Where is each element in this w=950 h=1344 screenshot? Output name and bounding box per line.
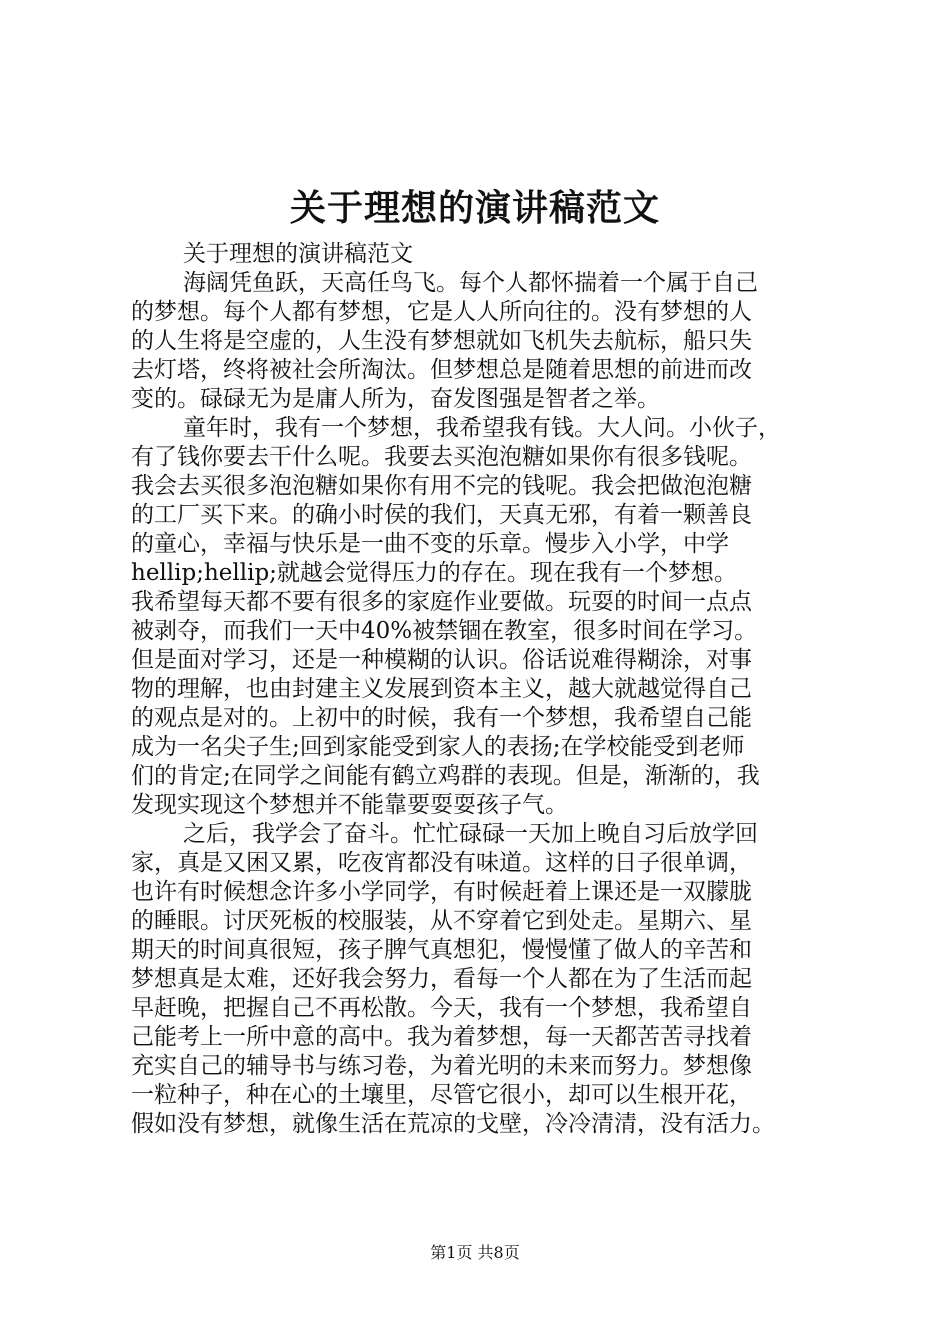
paragraph-2-line: 的工厂买下来。的确小时侯的我们，天真无邪，有着一颗善良 (131, 502, 752, 528)
paragraph-3-line: 也许有时候想念许多小学同学，有时候赶着上课还是一双朦胧 (131, 879, 752, 905)
paragraph-2-line: 我希望每天都不要有很多的家庭作业要做。玩耍的时间一点点 (131, 589, 752, 615)
paragraph-3-line: 的睡眼。讨厌死板的校服装，从不穿着它到处走。星期六、星 (131, 908, 752, 934)
paragraph-1-line: 海阔凭鱼跃，天高任鸟飞。每个人都怀揣着一个属于自己 (183, 270, 758, 296)
paragraph-2-line: 们的肯定;在同学之间能有鹤立鸡群的表现。但是，渐渐的，我 (131, 763, 760, 789)
paragraph-3-line: 家，真是又困又累，吃夜宵都没有味道。这样的日子很单调， (131, 850, 752, 876)
paragraph-2-line: 的童心，幸福与快乐是一曲不变的乐章。慢步入小学，中学 (131, 531, 729, 557)
paragraph-1-line: 去灯塔，终将被社会所淘汰。但梦想总是随着思想的前进而改 (131, 357, 752, 383)
page-number-footer: 第1页 共8页 (430, 1243, 520, 1262)
paragraph-1-line: 的梦想。每个人都有梦想，它是人人所向往的。没有梦想的人 (131, 299, 752, 325)
paragraph-3-line: 己能考上一所中意的高中。我为着梦想，每一天都苦苦寻找着 (131, 1024, 752, 1050)
paragraph-2-line: 被剥夺，而我们一天中40%被禁锢在教室，很多时间在学习。 (131, 618, 758, 644)
paragraph-2-line: 童年时，我有一个梦想，我希望我有钱。大人问。小伙子， (183, 415, 781, 441)
subtitle-line: 关于理想的演讲稿范文 (183, 241, 413, 267)
paragraph-1-line: 的人生将是空虚的，人生没有梦想就如飞机失去航标，船只失 (131, 328, 752, 354)
paragraph-3-line: 一粒种子，种在心的土壤里，尽管它很小，却可以生根开花， (131, 1082, 752, 1108)
document-body (131, 240, 828, 1139)
document-title: 关于理想的演讲稿范文 (289, 187, 660, 229)
paragraph-3-line: 期天的时间真很短，孩子脾气真想犯，慢慢懂了做人的辛苦和 (131, 937, 752, 963)
paragraph-3-line: 假如没有梦想，就像生活在荒凉的戈壁，冷冷清清，没有活力。 (131, 1111, 775, 1137)
paragraph-2-line: 但是面对学习，还是一种模糊的认识。俗话说难得糊涂，对事 (131, 647, 752, 673)
paragraph-2-line: 发现实现这个梦想并不能靠要耍耍孩子气。 (131, 792, 568, 818)
paragraph-2-line: 物的理解，也由封建主义发展到资本主义，越大就越觉得自己 (131, 676, 752, 702)
paragraph-3-line: 之后，我学会了奋斗。忙忙碌碌一天加上晚自习后放学回 (183, 821, 758, 847)
paragraph-3-line: 充实自己的辅导书与练习卷，为着光明的未来而努力。梦想像 (131, 1053, 752, 1079)
paragraph-2-line: hellip;hellip;就越会觉得压力的存在。现在我有一个梦想。 (131, 560, 737, 586)
paragraph-2-line: 有了钱你要去干什么呢。我要去买泡泡糖如果你有很多钱呢。 (131, 444, 752, 470)
paragraph-2-line: 成为一名尖子生;回到家能受到家人的表扬;在学校能受到老师 (131, 734, 745, 760)
paragraph-2-line: 我会去买很多泡泡糖如果你有用不完的钱呢。我会把做泡泡糖 (131, 473, 752, 499)
paragraph-3-line: 梦想真是太难，还好我会努力，看每一个人都在为了生活而起 (131, 966, 752, 992)
paragraph-1-line: 变的。碌碌无为是庸人所为，奋发图强是智者之举。 (131, 386, 660, 412)
paragraph-3-line: 早赶晚，把握自己不再松散。今天，我有一个梦想，我希望自 (131, 995, 752, 1021)
paragraph-2-line: 的观点是对的。上初中的时候，我有一个梦想，我希望自己能 (131, 705, 752, 731)
